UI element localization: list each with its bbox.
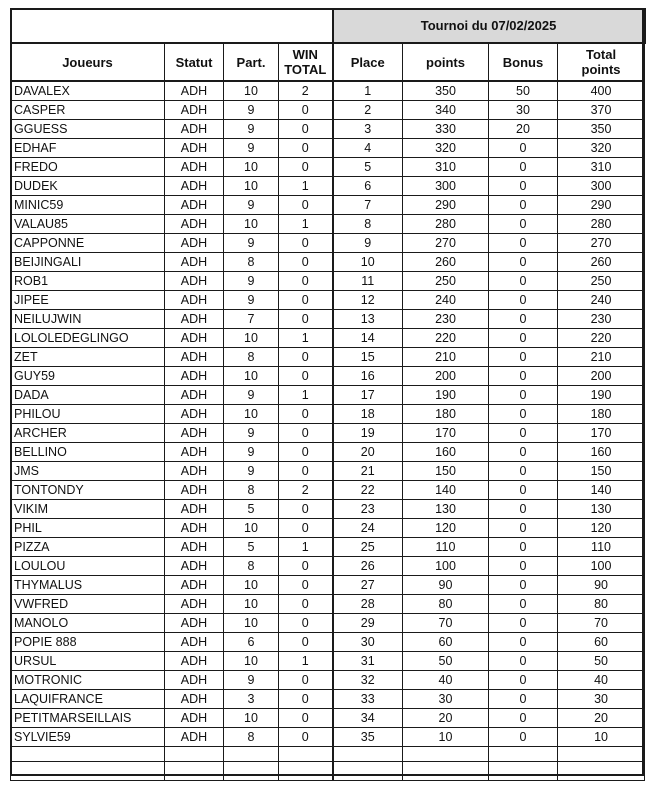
cell-joueur: VIKIM [11, 500, 165, 519]
cell-statut: ADH [165, 139, 224, 158]
cell-total: 240 [558, 291, 645, 310]
header-statut: Statut [165, 43, 224, 81]
cell-place: 2 [333, 101, 403, 120]
cell-points: 90 [403, 576, 489, 595]
cell-part: 3 [224, 690, 279, 709]
header-total-line2: points [581, 62, 621, 77]
cell-points: 110 [403, 538, 489, 557]
cell-bonus: 0 [489, 139, 558, 158]
cell-win: 0 [279, 595, 333, 614]
cell-part: 7 [224, 310, 279, 329]
cell-part: 9 [224, 443, 279, 462]
cell-win: 0 [279, 234, 333, 253]
cell-part: 10 [224, 519, 279, 538]
cell-points: 300 [403, 177, 489, 196]
cell-statut: ADH [165, 519, 224, 538]
table-outer-border [10, 8, 644, 776]
cell-win: 0 [279, 633, 333, 652]
cell-win: 0 [279, 671, 333, 690]
header-points: points [403, 43, 489, 81]
cell-total: 170 [558, 424, 645, 443]
cell-place: 17 [333, 386, 403, 405]
cell-points: 180 [403, 405, 489, 424]
cell-points: 150 [403, 462, 489, 481]
cell-points: 30 [403, 690, 489, 709]
cell-place: 18 [333, 405, 403, 424]
header-part: Part. [224, 43, 279, 81]
cell-bonus: 0 [489, 234, 558, 253]
cell-part: 10 [224, 158, 279, 177]
cell-bonus: 0 [489, 633, 558, 652]
cell-total: 40 [558, 671, 645, 690]
cell-statut: ADH [165, 196, 224, 215]
header-place: Place [333, 43, 403, 81]
cell-statut: ADH [165, 690, 224, 709]
cell-statut: ADH [165, 652, 224, 671]
cell-statut: ADH [165, 81, 224, 101]
cell-total: 350 [558, 120, 645, 139]
cell-points: 310 [403, 158, 489, 177]
cell-total: 190 [558, 386, 645, 405]
cell-bonus: 0 [489, 291, 558, 310]
cell-total: 60 [558, 633, 645, 652]
cell-joueur: ZET [11, 348, 165, 367]
cell-points: 140 [403, 481, 489, 500]
cell-place: 19 [333, 424, 403, 443]
cell-bonus: 0 [489, 690, 558, 709]
cell-place: 29 [333, 614, 403, 633]
cell-bonus: 0 [489, 253, 558, 272]
cell-points: 290 [403, 196, 489, 215]
cell-points: 330 [403, 120, 489, 139]
cell-points: 280 [403, 215, 489, 234]
cell-part: 9 [224, 139, 279, 158]
cell-points: 200 [403, 367, 489, 386]
cell-part: 10 [224, 215, 279, 234]
cell-total: 370 [558, 101, 645, 120]
cell-statut: ADH [165, 310, 224, 329]
cell-statut: ADH [165, 405, 224, 424]
cell-bonus: 0 [489, 424, 558, 443]
cell-statut: ADH [165, 633, 224, 652]
cell-points: 260 [403, 253, 489, 272]
cell-total: 90 [558, 576, 645, 595]
cell-statut: ADH [165, 101, 224, 120]
cell-points: 60 [403, 633, 489, 652]
cell-points: 130 [403, 500, 489, 519]
cell-joueur: TONTONDY [11, 481, 165, 500]
cell-part: 10 [224, 81, 279, 101]
cell-win: 0 [279, 310, 333, 329]
cell-part: 9 [224, 196, 279, 215]
cell-win: 0 [279, 690, 333, 709]
cell-statut: ADH [165, 671, 224, 690]
cell-points: 100 [403, 557, 489, 576]
cell-bonus: 0 [489, 177, 558, 196]
cell-joueur: POPIE 888 [11, 633, 165, 652]
cell-statut: ADH [165, 367, 224, 386]
cell-points: 340 [403, 101, 489, 120]
cell-part: 10 [224, 405, 279, 424]
cell-place: 8 [333, 215, 403, 234]
cell-joueur: PHIL [11, 519, 165, 538]
cell-bonus: 0 [489, 272, 558, 291]
cell-points: 120 [403, 519, 489, 538]
cell-joueur: CASPER [11, 101, 165, 120]
cell-place: 3 [333, 120, 403, 139]
cell-win: 0 [279, 367, 333, 386]
cell-total: 80 [558, 595, 645, 614]
cell-win: 0 [279, 120, 333, 139]
cell-total: 110 [558, 538, 645, 557]
cell-win: 0 [279, 101, 333, 120]
cell-total: 400 [558, 81, 645, 101]
cell-statut: ADH [165, 253, 224, 272]
cell-place: 24 [333, 519, 403, 538]
cell-win: 2 [279, 481, 333, 500]
cell-win: 1 [279, 329, 333, 348]
cell-statut: ADH [165, 386, 224, 405]
cell-win: 0 [279, 405, 333, 424]
cell-bonus: 50 [489, 81, 558, 101]
cell-part: 9 [224, 462, 279, 481]
cell-part: 8 [224, 481, 279, 500]
cell-win: 2 [279, 81, 333, 101]
cell-win: 0 [279, 424, 333, 443]
cell-win: 0 [279, 139, 333, 158]
cell-part: 10 [224, 614, 279, 633]
header-win-line1: WIN [292, 47, 318, 62]
cell-joueur: SYLVIE59 [11, 728, 165, 747]
cell-win: 0 [279, 348, 333, 367]
cell-statut: ADH [165, 481, 224, 500]
cell-total: 100 [558, 557, 645, 576]
cell-statut: ADH [165, 595, 224, 614]
cell-joueur: JIPEE [11, 291, 165, 310]
cell-statut: ADH [165, 462, 224, 481]
cell-place: 16 [333, 367, 403, 386]
cell-total: 130 [558, 500, 645, 519]
cell-win: 0 [279, 709, 333, 728]
cell-total: 270 [558, 234, 645, 253]
cell-total: 260 [558, 253, 645, 272]
cell-win: 0 [279, 519, 333, 538]
header-win-line2: TOTAL [284, 62, 327, 77]
cell-statut: ADH [165, 709, 224, 728]
cell-total: 300 [558, 177, 645, 196]
cell-joueur: NEILUJWIN [11, 310, 165, 329]
cell-statut: ADH [165, 614, 224, 633]
cell-total: 210 [558, 348, 645, 367]
cell-joueur: JMS [11, 462, 165, 481]
cell-bonus: 0 [489, 576, 558, 595]
cell-joueur: MINIC59 [11, 196, 165, 215]
cell-statut: ADH [165, 177, 224, 196]
cell-joueur: DUDEK [11, 177, 165, 196]
cell-joueur: LOULOU [11, 557, 165, 576]
cell-total: 150 [558, 462, 645, 481]
cell-place: 23 [333, 500, 403, 519]
cell-bonus: 0 [489, 462, 558, 481]
cell-place: 35 [333, 728, 403, 747]
cell-win: 0 [279, 500, 333, 519]
cell-joueur: MANOLO [11, 614, 165, 633]
cell-joueur: GGUESS [11, 120, 165, 139]
cell-points: 10 [403, 728, 489, 747]
cell-part: 6 [224, 633, 279, 652]
cell-total: 30 [558, 690, 645, 709]
cell-points: 20 [403, 709, 489, 728]
cell-points: 250 [403, 272, 489, 291]
cell-total: 230 [558, 310, 645, 329]
cell-place: 21 [333, 462, 403, 481]
cell-place: 30 [333, 633, 403, 652]
cell-part: 8 [224, 557, 279, 576]
cell-statut: ADH [165, 120, 224, 139]
cell-place: 28 [333, 595, 403, 614]
cell-bonus: 0 [489, 348, 558, 367]
cell-statut: ADH [165, 728, 224, 747]
cell-total: 120 [558, 519, 645, 538]
cell-joueur: FREDO [11, 158, 165, 177]
cell-joueur: BEIJINGALI [11, 253, 165, 272]
cell-joueur: THYMALUS [11, 576, 165, 595]
cell-bonus: 0 [489, 405, 558, 424]
cell-part: 5 [224, 538, 279, 557]
cell-place: 32 [333, 671, 403, 690]
header-joueurs: Joueurs [11, 43, 165, 81]
cell-part: 9 [224, 234, 279, 253]
cell-statut: ADH [165, 557, 224, 576]
cell-win: 0 [279, 443, 333, 462]
cell-place: 26 [333, 557, 403, 576]
cell-win: 0 [279, 576, 333, 595]
cell-joueur: VWFRED [11, 595, 165, 614]
cell-points: 350 [403, 81, 489, 101]
cell-joueur: MOTRONIC [11, 671, 165, 690]
cell-part: 8 [224, 253, 279, 272]
cell-total: 250 [558, 272, 645, 291]
cell-points: 170 [403, 424, 489, 443]
cell-bonus: 0 [489, 215, 558, 234]
cell-win: 1 [279, 652, 333, 671]
cell-bonus: 0 [489, 196, 558, 215]
cell-place: 25 [333, 538, 403, 557]
cell-bonus: 0 [489, 614, 558, 633]
cell-statut: ADH [165, 329, 224, 348]
cell-points: 240 [403, 291, 489, 310]
cell-statut: ADH [165, 348, 224, 367]
cell-joueur: GUY59 [11, 367, 165, 386]
cell-win: 0 [279, 728, 333, 747]
cell-joueur: LAQUIFRANCE [11, 690, 165, 709]
cell-bonus: 0 [489, 519, 558, 538]
cell-points: 50 [403, 652, 489, 671]
cell-total: 20 [558, 709, 645, 728]
cell-statut: ADH [165, 424, 224, 443]
cell-total: 160 [558, 443, 645, 462]
cell-win: 0 [279, 196, 333, 215]
cell-joueur: BELLINO [11, 443, 165, 462]
cell-win: 1 [279, 177, 333, 196]
cell-bonus: 0 [489, 595, 558, 614]
cell-total: 320 [558, 139, 645, 158]
cell-points: 190 [403, 386, 489, 405]
cell-win: 0 [279, 272, 333, 291]
cell-points: 270 [403, 234, 489, 253]
cell-bonus: 0 [489, 158, 558, 177]
cell-part: 9 [224, 386, 279, 405]
cell-place: 4 [333, 139, 403, 158]
cell-joueur: DAVALEX [11, 81, 165, 101]
cell-part: 10 [224, 177, 279, 196]
cell-joueur: PHILOU [11, 405, 165, 424]
cell-bonus: 0 [489, 671, 558, 690]
cell-bonus: 0 [489, 329, 558, 348]
cell-joueur: URSUL [11, 652, 165, 671]
cell-part: 10 [224, 709, 279, 728]
cell-place: 1 [333, 81, 403, 101]
cell-bonus: 30 [489, 101, 558, 120]
cell-place: 14 [333, 329, 403, 348]
cell-joueur: CAPPONNE [11, 234, 165, 253]
cell-part: 8 [224, 728, 279, 747]
cell-bonus: 20 [489, 120, 558, 139]
cell-bonus: 0 [489, 367, 558, 386]
cell-points: 320 [403, 139, 489, 158]
cell-bonus: 0 [489, 709, 558, 728]
cell-place: 22 [333, 481, 403, 500]
cell-joueur: ARCHER [11, 424, 165, 443]
cell-statut: ADH [165, 576, 224, 595]
cell-total: 180 [558, 405, 645, 424]
cell-win: 0 [279, 291, 333, 310]
cell-win: 0 [279, 158, 333, 177]
cell-total: 220 [558, 329, 645, 348]
cell-win: 0 [279, 557, 333, 576]
cell-points: 230 [403, 310, 489, 329]
cell-points: 210 [403, 348, 489, 367]
cell-total: 140 [558, 481, 645, 500]
cell-place: 10 [333, 253, 403, 272]
cell-statut: ADH [165, 500, 224, 519]
cell-part: 10 [224, 652, 279, 671]
cell-joueur: ROB1 [11, 272, 165, 291]
cell-total: 310 [558, 158, 645, 177]
cell-win: 0 [279, 462, 333, 481]
cell-part: 9 [224, 272, 279, 291]
cell-total: 70 [558, 614, 645, 633]
cell-place: 13 [333, 310, 403, 329]
cell-place: 27 [333, 576, 403, 595]
cell-win: 1 [279, 215, 333, 234]
cell-statut: ADH [165, 158, 224, 177]
cell-statut: ADH [165, 443, 224, 462]
cell-place: 11 [333, 272, 403, 291]
cell-part: 8 [224, 348, 279, 367]
cell-part: 5 [224, 500, 279, 519]
cell-statut: ADH [165, 272, 224, 291]
cell-joueur: DADA [11, 386, 165, 405]
cell-joueur: LOLOLEDEGLINGO [11, 329, 165, 348]
cell-place: 31 [333, 652, 403, 671]
cell-points: 70 [403, 614, 489, 633]
cell-place: 12 [333, 291, 403, 310]
cell-joueur: PETITMARSEILLAIS [11, 709, 165, 728]
cell-place: 5 [333, 158, 403, 177]
cell-part: 10 [224, 595, 279, 614]
cell-bonus: 0 [489, 538, 558, 557]
cell-bonus: 0 [489, 386, 558, 405]
cell-place: 9 [333, 234, 403, 253]
cell-part: 10 [224, 576, 279, 595]
cell-part: 10 [224, 329, 279, 348]
cell-win: 1 [279, 538, 333, 557]
cell-win: 0 [279, 253, 333, 272]
cell-total: 50 [558, 652, 645, 671]
cell-part: 9 [224, 671, 279, 690]
cell-part: 9 [224, 120, 279, 139]
cell-win: 0 [279, 614, 333, 633]
cell-place: 34 [333, 709, 403, 728]
cell-bonus: 0 [489, 728, 558, 747]
cell-total: 10 [558, 728, 645, 747]
cell-joueur: VALAU85 [11, 215, 165, 234]
cell-part: 9 [224, 424, 279, 443]
cell-place: 6 [333, 177, 403, 196]
header-total-line1: Total [585, 47, 617, 62]
cell-points: 160 [403, 443, 489, 462]
cell-place: 33 [333, 690, 403, 709]
cell-part: 10 [224, 367, 279, 386]
cell-win: 1 [279, 386, 333, 405]
cell-place: 7 [333, 196, 403, 215]
cell-bonus: 0 [489, 443, 558, 462]
cell-bonus: 0 [489, 557, 558, 576]
cell-total: 280 [558, 215, 645, 234]
cell-part: 9 [224, 101, 279, 120]
cell-points: 40 [403, 671, 489, 690]
cell-place: 15 [333, 348, 403, 367]
cell-points: 220 [403, 329, 489, 348]
cell-bonus: 0 [489, 652, 558, 671]
cell-statut: ADH [165, 215, 224, 234]
cell-bonus: 0 [489, 500, 558, 519]
cell-bonus: 0 [489, 310, 558, 329]
cell-joueur: EDHAF [11, 139, 165, 158]
cell-place: 20 [333, 443, 403, 462]
cell-joueur: PIZZA [11, 538, 165, 557]
cell-statut: ADH [165, 234, 224, 253]
header-bonus: Bonus [489, 43, 558, 81]
cell-part: 9 [224, 291, 279, 310]
cell-statut: ADH [165, 538, 224, 557]
tournament-title: Tournoi du 07/02/2025 [333, 9, 645, 43]
cell-bonus: 0 [489, 481, 558, 500]
cell-total: 290 [558, 196, 645, 215]
cell-points: 80 [403, 595, 489, 614]
cell-statut: ADH [165, 291, 224, 310]
cell-total: 200 [558, 367, 645, 386]
